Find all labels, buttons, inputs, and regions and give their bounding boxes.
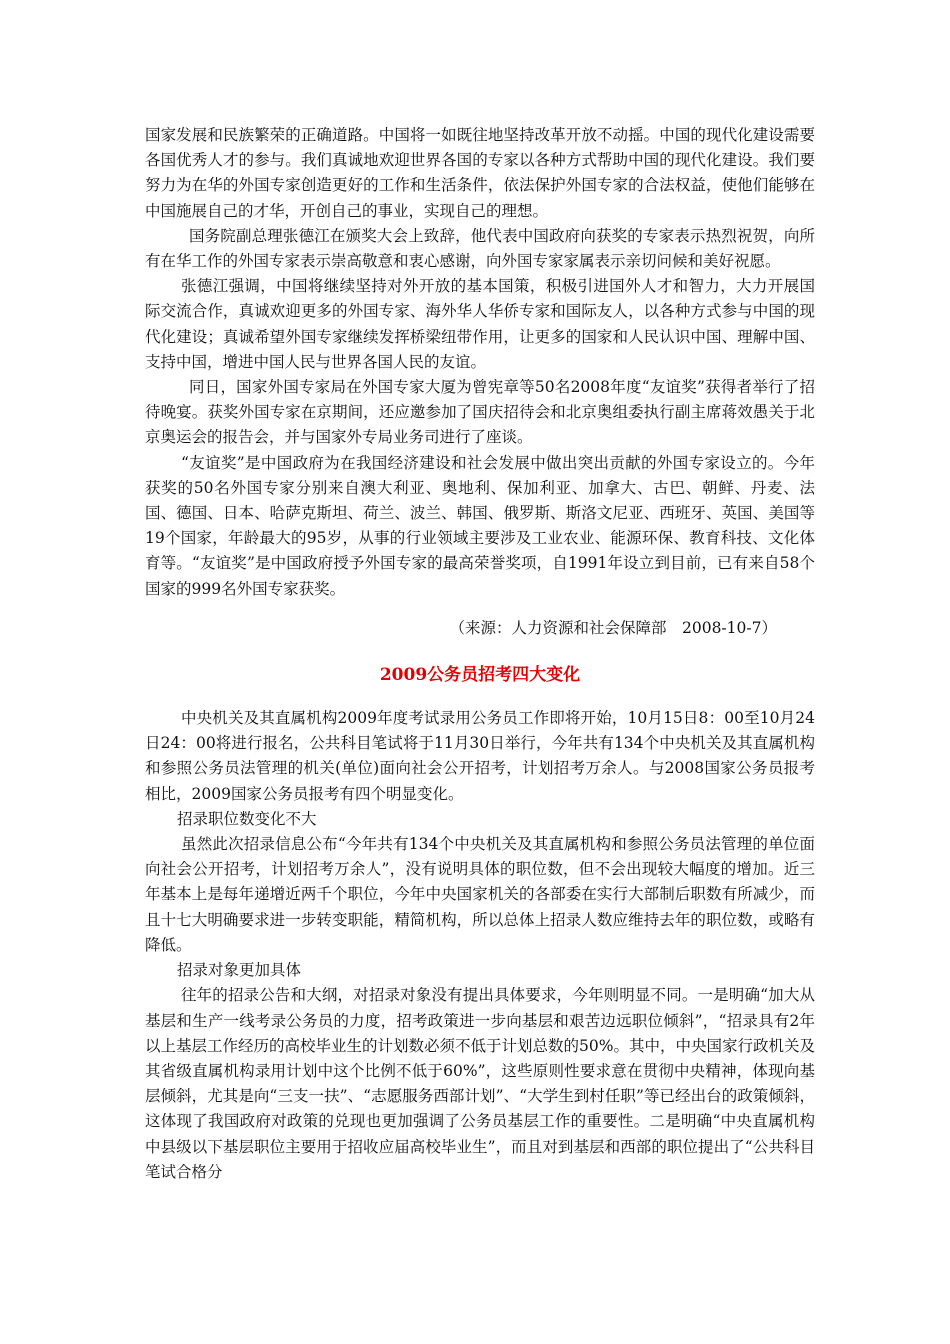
document-page xyxy=(145,123,815,1185)
paragraph: 虽然此次招录信息公布“今年共有134个中央机关及其直属机构和参照公务员法管理的单位面向社会公开招考，计划招考万余人”，没有说明具体的职位数，但不会出现较大幅度的增加。近三年基本上是每年递增近两千个职位，今年中央国家机关的各部委在实行大部制后职数有所减少，而且十七大明确要求进一步转变职能，精简机构，所以总体上招录人数应维持去年的职位数，或略有降低。 xyxy=(145,835,815,954)
section-heading: 招录职位数变化不大 xyxy=(177,809,317,828)
paragraph: “友谊奖”是中国政府为在我国经济建设和社会发展中做出突出贡献的外国专家设立的。今年获奖的50名外国专家分别来自澳大利亚、奥地利、保加利亚、加拿大、古巴、朝鲜、丹麦、法国、德国、日本、哈萨克斯坦、荷兰、波兰、韩国、俄罗斯、斯洛文尼亚、西班牙、英国、美国等19个国家，年龄最大的95岁，从事的行业领域主要涉及工业农业、能源环保、教育科技、文化体育等。“友谊奖”是中国政府授予外国专家的最高荣誉奖项，自1991年设立到目前，已有来自58个国家的999名外国专家获奖。 xyxy=(145,453,815,598)
paragraph: 同日，国家外国专家局在外国专家大厦为曾宪章等50名2008年度“友谊奖”获得者举行了招待晚宴。获奖外国专家在京期间，还应邀参加了国庆招待会和北京奥组委执行副主席蒋效愚关于北京奥运会的报告会，并与国家外专局业务司进行了座谈。 xyxy=(145,378,815,447)
section-heading: 招录对象更加具体 xyxy=(177,961,302,980)
source-citation: （来源：人力资源和社会保障部 2008-10-7） xyxy=(449,618,777,637)
article-title: 2009公务员招考四大变化 xyxy=(379,665,581,686)
paragraph: 往年的招录公告和大纲，对招录对象没有提出具体要求，今年则明显不同。一是明确“加大从基层和生产一线考录公务员的力度，招考政策进一步向基层和艰苦边远职位倾斜”，“招录具有2年以上基层工作经历的高校毕业生的计划数必须不低于计划总数的50%。其中，中央国家行政机关及其省级直属机构录用计划中这个比例不低于60%”，这些原则性要求意在贯彻中央精神，体现向基层倾斜，尤其是向“三支一扶”、“志愿服务西部计划”、“大学生到村任职”等已经出台的政策倾斜，这体现了我国政府对政策的兑现也更加强调了公务员基层工作的重要性。二是明确“中央直属机构中县级以下基层职位主要用于招收应届高校毕业生”，而且对到基层和西部的职位提出了“公共科目笔试合格分 xyxy=(145,986,815,1181)
paragraph: 中央机关及其直属机构2009年度考试录用公务员工作即将开始，10月15日8：00至10月24日24：00将进行报名，公共科目笔试将于11月30日举行，今年共有134个中央机关及其直属机构和参照公务员法管理的机关(单位)面向社会公开招考，计划招考万余人。与2008国家公务员报考相比，2009国家公务员报考有四个明显变化。 xyxy=(145,709,815,803)
paragraph: 国务院副总理张德江在颁奖大会上致辞，他代表中国政府向获奖的专家表示热烈祝贺，向所有在华工作的外国专家表示崇高敬意和衷心感谢，向外国专家家属表示亲切问候和美好祝愿。 xyxy=(145,226,815,271)
paragraph: 国家发展和民族繁荣的正确道路。中国将一如既往地坚持改革开放不动摇。中国的现代化建设需要各国优秀人才的参与。我们真诚地欢迎世界各国的专家以各种方式帮助中国的现代化建设。我们要努力为在华的外国专家创造更好的工作和生活条件，依法保护外国专家的合法权益，使他们能够在中国施展自己的才华，开创自己的事业，实现自己的理想。 xyxy=(145,126,815,220)
paragraph: 张德江强调，中国将继续坚持对外开放的基本国策，积极引进国外人才和智力，大力开展国际交流合作，真诚欢迎更多的外国专家、海外华人华侨专家和国际友人，以各种方式参与中国的现代化建设；真诚希望外国专家继续发挥桥梁纽带作用，让更多的国家和人民认识中国、理解中国、支持中国，增进中国人民与世界各国人民的友谊。 xyxy=(145,277,815,371)
